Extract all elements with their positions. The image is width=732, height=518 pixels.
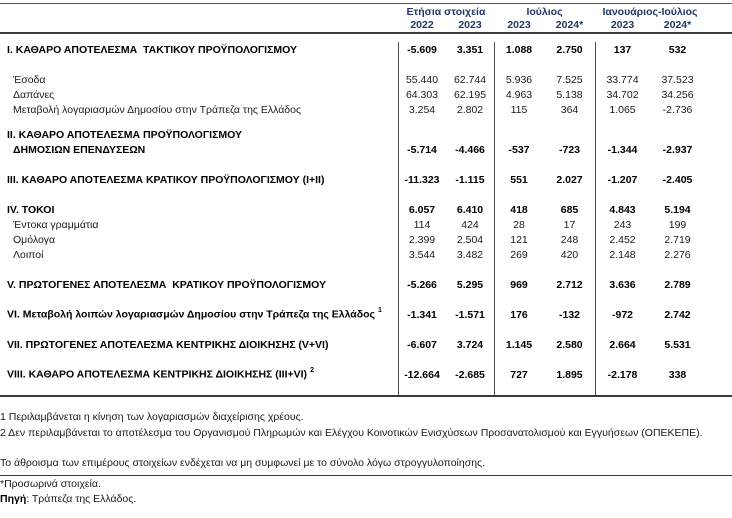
row-label	[0, 308, 398, 321]
row-label-text: III. ΚΑΘΑΡΟ ΑΠΟΤΕΛΕΣΜΑ ΚΡΑΤΙΚΟΥ ΠΡΟΫΠΟΛΟΓΙΣΜΟΥ (I+II)	[7, 173, 325, 186]
source-block	[0, 475, 732, 507]
value-cell: 2.452	[609, 233, 636, 246]
value-cell: 62.195	[453, 88, 487, 101]
value-cell: -4.466	[455, 143, 485, 156]
value-cell: 115	[510, 103, 528, 116]
value-cell: -1.344	[607, 143, 638, 156]
value-cell: -2.405	[662, 173, 693, 186]
table-row-account-change	[0, 102, 732, 117]
table-row-revenue	[0, 72, 732, 87]
value-cell: 1.088	[505, 43, 533, 56]
value-cell: -2.178	[607, 368, 638, 381]
value-cell: 2.789	[664, 278, 691, 291]
column-separator-line	[494, 42, 495, 395]
table-row-other-accounts-change	[0, 307, 732, 322]
value-cell: 7.525	[556, 73, 583, 86]
value-cell: 33.774	[606, 73, 639, 86]
value-cell: 64.303	[405, 88, 439, 101]
value-cell: 4.963	[505, 88, 533, 101]
row-label	[0, 144, 398, 156]
row-label	[0, 279, 398, 291]
row-label-text: Λοιποί	[13, 248, 44, 261]
row-label	[0, 234, 398, 246]
row-label-text: II. ΚΑΘΑΡΟ ΑΠΟΤΕΛΕΣΜΑ ΠΡΟΫΠΟΛΟΓΙΣΜΟΥ	[7, 128, 242, 141]
table-row-net-ordinary-budget	[0, 42, 732, 57]
row-label-text: Μεταβολή λογαριασμών Δημοσίου στην Τράπεζα της Ελλάδος	[13, 103, 302, 116]
value-cell: 5.936	[505, 73, 533, 86]
value-cell: 2.148	[609, 248, 636, 261]
source-label: Πηγή	[0, 493, 27, 505]
value-cell: 137	[613, 43, 632, 56]
row-label-text: Έσοδα	[13, 73, 46, 86]
table-row-net-state-budget	[0, 172, 732, 187]
row-label	[0, 74, 398, 86]
value-cell: 969	[510, 278, 528, 291]
value-cell: -11.323	[404, 173, 440, 186]
row-label	[0, 219, 398, 231]
footnote-2: 2 Δεν περιλαμβάνεται το αποτέλεσμα του Οργανισμού Πληρωμών και Ελέγχου Κοινοτικών Ενισχύσεων Προσανατολισμού και Εγγυήσεων (ΟΠΕΚΕΠΕ).	[0, 427, 703, 439]
table-row-public-investment-line2	[0, 142, 732, 157]
value-cell: -132	[558, 308, 580, 321]
value-cell: -6.607	[407, 338, 437, 351]
value-cell: 2.719	[664, 233, 691, 246]
value-cell: -2.685	[455, 368, 485, 381]
value-cell: 37.523	[661, 73, 694, 86]
source-text: : Τράπεζα της Ελλάδος.	[26, 493, 137, 505]
value-cell: 3.724	[456, 338, 484, 351]
value-cell: 2.399	[408, 233, 436, 246]
table-row-interest	[0, 202, 732, 217]
value-cell: 2.664	[609, 338, 636, 351]
value-cell: -5.609	[407, 43, 437, 56]
value-cell: 269	[510, 248, 528, 261]
footnote-ref-1: 1	[378, 307, 382, 315]
row-label-text: IV. ΤΟΚΟΙ	[7, 203, 55, 216]
row-label-text: I. ΚΑΘΑΡΟ ΑΠΟΤΕΛΕΣΜΑ ΤΑΚΤΙΚΟΥ ΠΡΟΫΠΟΛΟΓΙΣΜΟΥ	[7, 43, 298, 56]
value-cell: 3.636	[609, 278, 636, 291]
value-cell: 2.027	[556, 173, 583, 186]
value-cell: -1.207	[607, 173, 638, 186]
table-body	[0, 42, 732, 397]
value-cell: 2.276	[664, 248, 691, 261]
table-row-treasury-bills	[0, 217, 732, 232]
value-cell: 532	[668, 43, 687, 56]
value-cell: 3.254	[408, 103, 436, 116]
value-cell: 243	[613, 218, 632, 231]
row-label	[0, 368, 398, 381]
year-july-2023: 2023	[507, 18, 531, 31]
table-row-primary-central-gov	[0, 337, 732, 352]
row-label	[0, 44, 398, 56]
value-cell: 364	[560, 103, 579, 116]
value-cell: 420	[560, 248, 579, 261]
value-cell: 176	[510, 308, 528, 321]
rounding-note: Το άθροισμα των επιμέρους στοιχείων ενδέχεται να μη συμφωνεί με το σύνολο λόγω στρογγυλοποίησης.	[0, 457, 486, 469]
row-label-text: VIII. ΚΑΘΑΡΟ ΑΠΟΤΕΛΕΣΜΑ ΚΕΝΤΡΙΚΗΣ ΔΙΟΙΚΗΣΗΣ (III+VI)	[7, 368, 308, 381]
year-annual-2023: 2023	[458, 18, 482, 31]
value-cell: 248	[560, 233, 579, 246]
value-cell: 6.410	[456, 203, 484, 216]
footnotes-block	[0, 409, 732, 507]
value-cell: 17	[563, 218, 576, 231]
value-cell: -5.266	[407, 278, 437, 291]
value-cell: 3.351	[456, 43, 484, 56]
table-row-expenditure	[0, 87, 732, 102]
value-cell: -723	[558, 143, 580, 156]
value-cell: 4.843	[609, 203, 636, 216]
year-janjul-2024: 2024*	[663, 18, 692, 31]
row-label	[0, 339, 398, 351]
value-cell: 62.744	[453, 73, 487, 86]
row-label	[0, 89, 398, 101]
value-cell: 199	[668, 218, 687, 231]
col-group-july: Ιούλιος	[526, 5, 563, 18]
value-cell: -972	[611, 308, 633, 321]
col-group-jan-jul: Ιανουάριος-Ιούλιος	[602, 5, 698, 18]
value-cell: 1.145	[505, 338, 533, 351]
row-label	[0, 104, 398, 116]
row-label-text: VI. Μεταβολή λοιπών λογαριασμών Δημοσίου στην Τράπεζα της Ελλάδος	[7, 308, 375, 321]
value-cell: 551	[510, 173, 528, 186]
value-cell: 5.138	[556, 88, 583, 101]
table-row-net-central-gov	[0, 367, 732, 382]
row-label-text: Ομόλογα	[13, 233, 56, 246]
value-cell: 121	[510, 233, 528, 246]
value-cell: 338	[668, 368, 687, 381]
value-cell: 2.712	[556, 278, 583, 291]
row-label-text: ΔΗΜΟΣΙΩΝ ΕΠΕΝΔΥΣΕΩΝ	[13, 143, 146, 156]
year-row	[0, 18, 732, 31]
row-label-text: VII. ΠΡΩΤΟΓΕΝΕΣ ΑΠΟΤΕΛΕΣΜΑ ΚΕΝΤΡΙΚΗΣ ΔΙΟΙΚΗΣΗΣ (V+VI)	[7, 338, 329, 351]
value-cell: 2.802	[456, 103, 484, 116]
table-row-primary-state-budget	[0, 277, 732, 292]
value-cell: 418	[510, 203, 528, 216]
year-annual-2022: 2022	[410, 18, 434, 31]
row-label-text: Δαπάνες	[13, 88, 55, 101]
value-cell: 5.194	[664, 203, 691, 216]
value-cell: -1.341	[407, 308, 437, 321]
table-row-public-investment-line1	[0, 127, 732, 142]
value-cell: 685	[560, 203, 579, 216]
column-separator-line	[595, 42, 596, 395]
row-label-text: V. ΠΡΩΤΟΓΕΝΕΣ ΑΠΟΤΕΛΕΣΜΑ ΚΡΑΤΙΚΟΥ ΠΡΟΫΠΟΛΟΓΙΣΜΟΥ	[7, 278, 326, 291]
value-cell: 2.504	[456, 233, 484, 246]
value-cell: 6.057	[408, 203, 436, 216]
year-july-2024: 2024*	[555, 18, 584, 31]
value-cell: 34.256	[661, 88, 694, 101]
value-cell: -1.571	[455, 308, 485, 321]
row-label	[0, 129, 398, 141]
year-janjul-2023: 2023	[610, 18, 635, 31]
value-cell: -5.714	[407, 143, 437, 156]
value-cell: 3.482	[456, 248, 484, 261]
value-cell: 2.750	[556, 43, 583, 56]
table-header	[0, 3, 732, 34]
value-cell: 424	[461, 218, 479, 231]
value-cell: 2.580	[556, 338, 583, 351]
value-cell: -2.736	[662, 103, 693, 116]
value-cell: 114	[413, 218, 431, 231]
row-label	[0, 204, 398, 216]
footnote-1: 1 Περιλαμβάνεται η κίνηση των λογαριασμών διαχείρισης χρέους.	[0, 411, 304, 423]
value-cell: 2.742	[664, 308, 691, 321]
row-label	[0, 174, 398, 186]
value-cell: 34.702	[606, 88, 639, 101]
value-cell: -1.115	[455, 173, 485, 186]
table-row-other-interest	[0, 247, 732, 262]
table-row-bonds	[0, 232, 732, 247]
value-cell: -2.937	[662, 143, 693, 156]
row-label-text: Έντοκα γραμμάτια	[13, 218, 99, 231]
footnote-ref-2: 2	[310, 367, 314, 375]
col-group-annual: Ετήσια στοιχεία	[406, 5, 486, 18]
value-cell: -537	[508, 143, 530, 156]
value-cell: 1.895	[556, 368, 583, 381]
value-cell: 28	[513, 218, 525, 231]
value-cell: 55.440	[405, 73, 439, 86]
column-group-row	[0, 5, 732, 18]
provisional-note: *Προσωρινά στοιχεία.	[0, 478, 101, 490]
value-cell: 5.531	[664, 338, 691, 351]
value-cell: 1.065	[609, 103, 636, 116]
value-cell: 5.295	[456, 278, 484, 291]
value-cell: -12.664	[404, 368, 440, 381]
column-separator-line	[398, 42, 399, 395]
source-line	[0, 492, 732, 507]
row-label	[0, 249, 398, 261]
value-cell: 3.544	[408, 248, 436, 261]
value-cell: 727	[510, 368, 528, 381]
